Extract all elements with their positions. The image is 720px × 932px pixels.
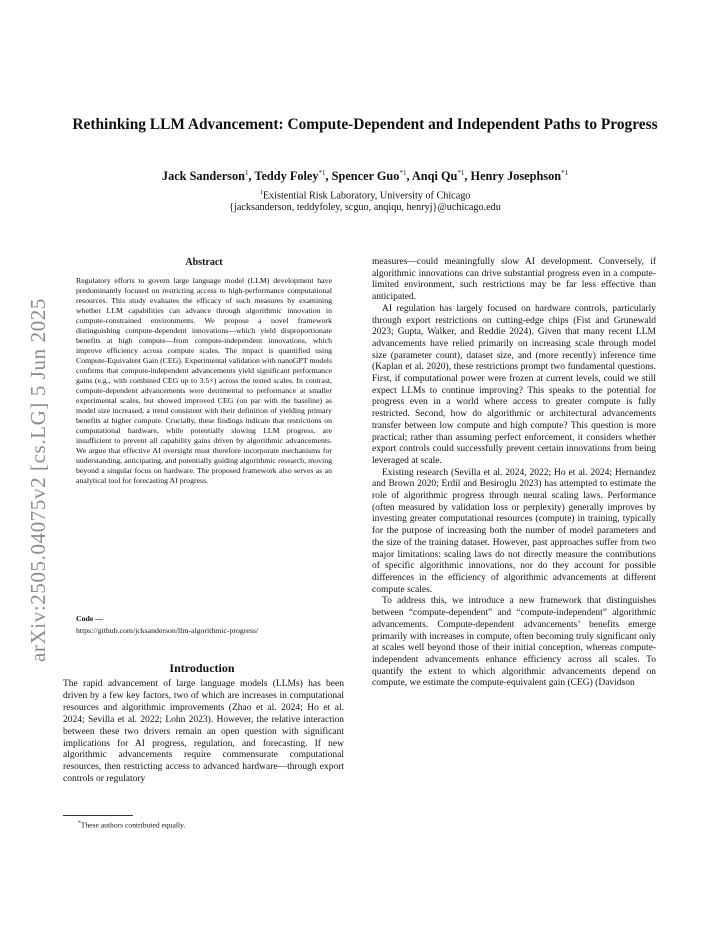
intro-paragraph: The rapid advancement of large language models (LLMs) has been driven by a few key factors, two of which are increases in computational resources and algorithmic improvements (Zhao et al. 2024; Ho et al. 2024; Sevilla et al. 2022; Lohn 2023). However, the relative interaction between these two drivers remain an open question with significant implications for AI progress, regulation, and forecasting. If new algorithmic advancements require commensurate computational resources, then restricting access to advanced hardware—through export controls or regulatory (63, 679, 344, 785)
abstract-text: Regulatory efforts to govern large language model (LLM) development have predominantly focused on restricting access to high-performance computational resources. This study evaluates the efficacy of such measures by examining whether LLM capabilities can advance through algorithmic innovation in compute-constrained environments. We propose a novel framework distinguishing compute-dependent innovations—which yield disproportionate benefits at high compute—from compute-independent innovations, which improve efficiency across compute scales. The impact is quantified using Compute-Equivalent Gain (CEG). Experimental validation with nanoGPT models confirms that compute-independent advancements yield significant performance gains (e.g., with combined CEG up to 3.5×) across the tested scales. In contrast, compute-dependent advancements were detrimental to performance at smaller experimental scales, but showed improved CEG (on par with the baseline) as model size increased, a trend consistent with their definition of yielding primary benefits at higher compute. Crucially, these findings indicate that restrictions on computational hardware, while potentially slowing LLM progress, are insufficient to prevent all capability gains driven by algorithmic advancements. We argue that effective AI oversight must therefore incorporate mechanisms for understanding, anticipating, and potentially guiding algorithmic research, moving beyond a singular focus on hardware. The proposed framework also serves as an analytical tool for forecasting AI progress. (76, 276, 332, 485)
affiliation (70, 186, 660, 202)
author-name: Teddy Foley (254, 169, 319, 184)
author-affiliation-mark: *1 (561, 169, 569, 177)
section-heading-introduction: Introduction (169, 661, 235, 675)
body-paragraph: To address this, we introduce a new framework that distinguishes between “compute-dependent” and “compute-independent” algorithmic advancements. Compute-dependent advancements’ benefits emerge primarily with increases in compute, often becoming truly significant only at scales well beyond those of their initial conception, whereas compute-independent advancements enhance efficiency across all scales. To quantify the extent to which algorithmic advancements depend on compute, we estimate the compute-equivalent gain (CEG) (Davidson (372, 596, 656, 689)
code-label: Code — (76, 614, 104, 623)
body-paragraph: measures—could meaningfully slow AI development. Conversely, if algorithmic innovations can drive substantial progress even in a compute-limited environment, such restrictions may be far less effective than anticipated. (372, 257, 656, 303)
author-affiliation-mark: 1 (244, 169, 249, 177)
author-separator: , (248, 169, 252, 184)
body-paragraph: AI regulation has largely focused on hardware controls, particularly through export restrictions on cutting-edge chips (Fist and Grunewald 2023; Gupta, Walker, and Reddie 2024). Given that many recent LLM advancements have relied primarily on increasing scale through model size (parameter count), dataset size, and (more recently) inference time (Kaplan et al. 2020), these restrictions prompt two fundamental questions. First, if computational power were frozen at current levels, could we still expect LLMs to continue improving? This speaks to the potential for progress even in a world where access to greater compute is fully restricted. Second, how do algorithmic or architectural advancements transfer between low compute and high compute? This question is more practical; rather than assuming perfect enforcement, it considers whether export controls could successfully prevent certain innovations from being leveraged at scale. (372, 303, 656, 466)
author-affiliation-mark: *1 (457, 169, 465, 177)
footnote (78, 820, 185, 830)
author-affiliation-mark: *1 (318, 169, 326, 177)
author-name: Henry Josephson (470, 169, 562, 184)
code-link[interactable]: https://github.com/jcksanderson/llm-algorithmic-progress/ (76, 626, 259, 635)
author-separator: , (464, 169, 468, 184)
author-emails: {jacksanderson, teddyfoley, scguo, anqiqu, henryj}@uchicago.edu (229, 202, 501, 213)
affiliation-name: Existential Risk Laboratory, University of Chicago (262, 190, 471, 202)
footnote-mark: * (78, 820, 81, 826)
author-list (70, 166, 660, 184)
arxiv-identifier: arXiv:2505.04075v2 [cs.LG] 5 Jun 2025 (26, 298, 50, 662)
author-name: Anqi Qu (411, 169, 458, 184)
affiliation-mark: 1 (259, 189, 263, 196)
author-name: Spencer Guo (331, 169, 400, 184)
paper-title: Rethinking LLM Advancement: Compute-Dependent and Independent Paths to Progress (72, 116, 658, 133)
abstract-heading: Abstract (185, 257, 223, 268)
author-separator: , (325, 169, 329, 184)
footnote-text: These authors contributed equally. (80, 820, 186, 830)
right-column (372, 257, 656, 690)
body-paragraph: Existing research (Sevilla et al. 2024, 2022; Ho et al. 2024; Hernandez and Brown 2020; Erdil and Besiroglu 2023) has attempted to estimate the role of algorithmic progress through neural scaling laws. Performance (often measured by validation loss or perplexity) generally improves by investing greater computational resources (compute) in training, typically for the purpose of increasing both the number of model parameters and the size of the training dataset. However, past approaches suffer from two major limitations: scaling laws do not directly measure the contributions of specific algorithmic innovations, nor do they account for possible differences in the efficiency of algorithmic advancements at different compute scales. (372, 467, 656, 595)
author-affiliation-mark: *1 (399, 169, 407, 177)
author-name: Jack Sanderson (161, 169, 245, 184)
author-separator: , (406, 169, 410, 184)
footnote-divider (63, 815, 133, 816)
